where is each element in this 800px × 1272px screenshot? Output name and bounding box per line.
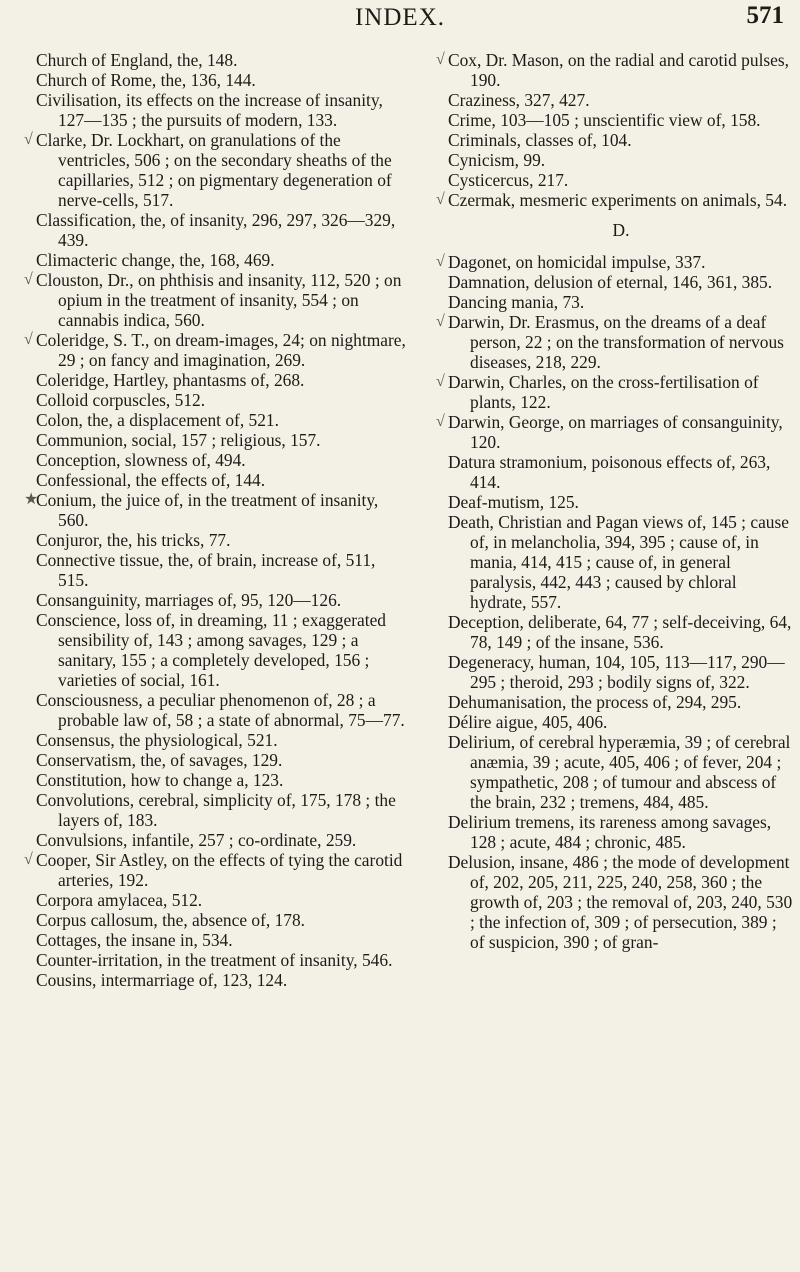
entry-heading: Corpus callosum, — [36, 910, 158, 930]
index-entry — [448, 852, 794, 952]
entry-text: marriages of, 95, 120—126. — [145, 590, 342, 610]
left-column — [24, 50, 410, 990]
entry-heading: Consciousness, — [36, 690, 143, 710]
entry-text: how to change a, 123. — [130, 770, 284, 790]
margin-mark-icon: √ — [24, 851, 33, 868]
index-entry — [448, 110, 794, 130]
entry-heading: Cooper, Sir Astley, — [36, 850, 168, 870]
index-entry — [36, 910, 410, 930]
index-entry — [36, 90, 410, 130]
index-entry — [36, 470, 410, 490]
entry-text: on the dreams of a deaf person, 22 ; on the transformation of nervous diseases, 218, 229. — [470, 312, 784, 372]
index-entry — [36, 390, 410, 410]
index-entry — [448, 492, 794, 512]
entry-heading: Crime, — [448, 110, 496, 130]
entry-text: 99. — [523, 150, 546, 170]
entry-heading: Darwin, Charles, — [448, 372, 567, 392]
entry-heading: Dancing mania, — [448, 292, 559, 312]
entry-heading: Coleridge, S. T., — [36, 330, 150, 350]
entry-heading: Conjuror, — [36, 530, 103, 550]
index-entry — [436, 372, 794, 412]
entry-heading: Delusion, — [448, 852, 516, 872]
entry-text: loss of, in dreaming, 11 ; exaggerated sensibility of, 143 ; among savages, 129 ; a sanitary, 155 ; a completely developed, 156 ; varieties of social, 161. — [58, 610, 386, 690]
entry-heading: Death, — [448, 512, 494, 532]
entry-text: slowness of, 494. — [124, 450, 246, 470]
margin-mark-icon: √ — [436, 373, 445, 390]
entry-text: cerebral, simplicity of, 175, 178 ; the layers of, 183. — [58, 790, 396, 830]
entry-text: 217. — [537, 170, 569, 190]
entry-text: the, of savages, 129. — [140, 750, 283, 770]
index-entry — [36, 730, 410, 750]
index-entry — [448, 512, 794, 612]
entry-heading: Craziness, — [448, 90, 520, 110]
entry-text: delusion of eternal, 146, 361, 385. — [533, 272, 773, 292]
entry-text: the, 136, 144. — [160, 70, 256, 90]
index-entry — [448, 812, 794, 852]
entry-text: insane, 486 ; the mode of development of, 202, 205, 211, 225, 240, 258, 360 ; the growth of, 203 ; the removal of, 203, 240, 530 ; the infection of, 309 ; of persecution, 389 ; of suspicion, 390 ; of gran- — [470, 852, 793, 952]
entry-heading: Délire aigue, — [448, 712, 538, 732]
entry-heading: Clouston, Dr., — [36, 270, 134, 290]
margin-mark-icon: √ — [436, 413, 445, 430]
index-entry — [24, 330, 410, 370]
entry-heading: Czermak, — [448, 190, 516, 210]
entry-heading: Dehumanisation, — [448, 692, 567, 712]
index-entry — [36, 930, 410, 950]
index-entry — [448, 130, 794, 150]
entry-text: its effects on the increase of insanity, 127—135 ; the pursuits of modern, 133. — [58, 90, 383, 130]
entry-heading: Civilisation, — [36, 90, 122, 110]
entry-text: classes of, 104. — [525, 130, 632, 150]
entry-text: on the effects of tying the carotid arteries, 192. — [58, 850, 403, 890]
index-entry — [448, 612, 794, 652]
margin-mark-icon: √ — [436, 313, 445, 330]
page-header — [0, 0, 800, 40]
entry-heading: Datura stramonium, — [448, 452, 588, 472]
index-entry — [436, 50, 794, 90]
entry-text: 512. — [171, 890, 203, 910]
right-column — [436, 50, 794, 952]
margin-mark-icon: √ — [436, 191, 445, 208]
index-entry — [36, 210, 410, 250]
index-entry — [24, 270, 410, 330]
index-entry — [36, 750, 410, 770]
entry-heading: Church of England, — [36, 50, 173, 70]
index-entry — [448, 90, 794, 110]
entry-heading: Colloid corpuscles, — [36, 390, 171, 410]
page-number: 571 — [746, 2, 784, 29]
entry-text: intermarriage of, 123, 124. — [100, 970, 288, 990]
entry-heading: Classification, — [36, 210, 136, 230]
entry-heading: Colon, — [36, 410, 83, 430]
index-entry — [436, 190, 794, 210]
right-column-bottom — [436, 252, 794, 952]
entry-text: the, his tricks, 77. — [106, 530, 231, 550]
entry-heading: Consanguinity, — [36, 590, 141, 610]
entry-text: a peculiar phenomenon of, 28 ; a probable law of, 58 ; a state of abnormal, 75—77. — [58, 690, 405, 730]
entry-text: the process of, 294, 295. — [570, 692, 742, 712]
entry-heading: Deaf-mutism, — [448, 492, 545, 512]
entry-text: 512. — [174, 390, 206, 410]
index-entry — [36, 770, 410, 790]
entry-text: on homicidal impulse, 337. — [515, 252, 706, 272]
entry-heading: Climacteric change, — [36, 250, 176, 270]
index-entry — [36, 610, 410, 690]
entry-text: human, 104, 105, 113—117, 290—295 ; theroid, 293 ; bodily signs of, 322. — [470, 652, 785, 692]
entry-heading: Convulsions, — [36, 830, 128, 850]
index-entry — [436, 252, 794, 272]
entry-text: 327, 427. — [524, 90, 590, 110]
entry-text: the, a displacement of, 521. — [87, 410, 279, 430]
entry-heading: Communion, — [36, 430, 128, 450]
entry-text: 103—105 ; unscientific view of, 158. — [500, 110, 761, 130]
index-entry — [36, 830, 410, 850]
section-letter: D. — [612, 220, 630, 240]
entry-heading: Degeneracy, — [448, 652, 535, 672]
entry-heading: Convolutions, — [36, 790, 135, 810]
entry-heading: Deception, — [448, 612, 524, 632]
entry-text: the, 148. — [177, 50, 238, 70]
index-entry — [36, 450, 410, 470]
index-entry — [36, 410, 410, 430]
entry-heading: Conservatism, — [36, 750, 136, 770]
index-entry — [448, 692, 794, 712]
entry-text: on granulations of the ventricles, 506 ; on the secondary sheaths of the capillaries, 512 ; on pigmentary degeneration of nerve-cells, 517. — [58, 130, 392, 210]
entry-text: phantasms of, 268. — [173, 370, 305, 390]
index-entry — [36, 550, 410, 590]
entry-text: of cerebral hyperæmia, 39 ; of cerebral anæmia, 39 ; acute, 405, 406 ; of fever, 204 ; sympathetic, 208 ; of tumour and abscess of the brain, 232 ; tremens, 484, 485. — [470, 732, 791, 812]
entry-text: social, 157 ; religious, 157. — [131, 430, 321, 450]
entry-heading: Counter-irritation, — [36, 950, 163, 970]
index-entry — [436, 412, 794, 452]
entry-heading: Constitution, — [36, 770, 127, 790]
index-entry — [36, 50, 410, 70]
entry-text: the juice of, in the treatment of insanity, 560. — [58, 490, 379, 530]
margin-mark-icon: ★ — [24, 491, 39, 508]
index-entry — [36, 530, 410, 550]
entry-heading: Darwin, George, — [448, 412, 565, 432]
margin-mark-icon: √ — [24, 271, 33, 288]
entry-text: poisonous effects of, 263, 414. — [470, 452, 771, 492]
index-entry — [24, 850, 410, 890]
entry-text: 73. — [562, 292, 585, 312]
index-entry — [36, 250, 410, 270]
entry-heading: Conscience, — [36, 610, 121, 630]
entry-heading: Delirium, — [448, 732, 516, 752]
margin-mark-icon: √ — [24, 331, 33, 348]
index-entry — [448, 732, 794, 812]
entry-text: the, of insanity, 296, 297, 326—329, 439. — [58, 210, 396, 250]
entry-text: the insane in, 534. — [105, 930, 233, 950]
index-entry — [36, 970, 410, 990]
entry-heading: Delirium tremens, — [448, 812, 575, 832]
entry-text: mesmeric experiments on animals, 54. — [519, 190, 788, 210]
entry-text: 405, 406. — [542, 712, 608, 732]
entry-text: the physiological, 521. — [119, 730, 278, 750]
page-title: INDEX. — [354, 4, 445, 31]
entry-text: its rareness among savages, 128 ; acute, 484 ; chronic, 485. — [470, 812, 772, 852]
index-entry — [36, 950, 410, 970]
entry-heading: Cynicism, — [448, 150, 520, 170]
index-entry — [24, 490, 410, 530]
entry-text: the effects of, 144. — [135, 470, 266, 490]
entry-heading: Clarke, Dr. Lockhart, — [36, 130, 185, 150]
entry-heading: Corpora amylacea, — [36, 890, 168, 910]
entry-text: Christian and Pagan views of, 145 ; cause of, in melancholia, 394, 395 ; cause of, in mania, 414, 415 ; cause of, in general paralysis, 442, 443 ; caused by chloral hydrate, 557. — [470, 512, 789, 612]
entry-text: deliberate, 64, 77 ; self-deceiving, 64, 78, 149 ; of the insane, 536. — [470, 612, 792, 652]
entry-text: the, 168, 469. — [179, 250, 275, 270]
entry-heading: Cysticercus, — [448, 170, 534, 190]
entry-heading: Cox, Dr. Mason, — [448, 50, 564, 70]
entry-text: 125. — [548, 492, 579, 512]
entry-heading: Criminals, — [448, 130, 521, 150]
entry-heading: Consensus, — [36, 730, 115, 750]
entry-text: infantile, 257 ; co-ordinate, 259. — [131, 830, 357, 850]
entry-text: on phthisis and insanity, 112, 520 ; on opium in the treatment of insanity, 554 ; on cannabis indica, 560. — [58, 270, 402, 330]
index-entry — [36, 890, 410, 910]
index-entry — [36, 790, 410, 830]
entry-heading: Connective tissue, — [36, 550, 164, 570]
entry-text: on the cross-fertilisation of plants, 122. — [470, 372, 759, 412]
margin-mark-icon: √ — [436, 253, 445, 270]
entry-heading: Church of Rome, — [36, 70, 157, 90]
entry-heading: Darwin, Dr. Erasmus, — [448, 312, 600, 332]
index-entry — [448, 292, 794, 312]
index-entry — [448, 170, 794, 190]
entry-heading: Cousins, — [36, 970, 97, 990]
entry-text: on the radial and carotid pulses, 190. — [470, 50, 790, 90]
entry-text: the, absence of, 178. — [162, 910, 306, 930]
index-entry — [448, 272, 794, 292]
index-entry — [36, 70, 410, 90]
margin-mark-icon: √ — [436, 51, 445, 68]
index-entry — [448, 712, 794, 732]
index-entry — [24, 130, 410, 210]
index-entry — [36, 430, 410, 450]
entry-text: on marriages of consanguinity, 120. — [470, 412, 783, 452]
index-entry — [436, 312, 794, 372]
index-entry — [36, 590, 410, 610]
entry-heading: Cottages, — [36, 930, 102, 950]
entry-heading: Confessional, — [36, 470, 132, 490]
index-entry — [36, 370, 410, 390]
entry-text: on dream-images, 24; on nightmare, 29 ; on fancy and imagination, 269. — [58, 330, 406, 370]
index-entry — [36, 690, 410, 730]
entry-heading: Conception, — [36, 450, 121, 470]
index-entry — [448, 652, 794, 692]
entry-heading: Conium, — [36, 490, 97, 510]
entry-text: the, of brain, increase of, 511, 515. — [58, 550, 376, 590]
margin-mark-icon: √ — [24, 131, 33, 148]
index-entry — [448, 452, 794, 492]
entry-text: in the treatment of insanity, 546. — [167, 950, 393, 970]
entry-heading: Damnation, — [448, 272, 530, 292]
right-column-top — [436, 50, 794, 210]
index-entry — [448, 150, 794, 170]
entry-heading: Coleridge, Hartley, — [36, 370, 169, 390]
entry-heading: Dagonet, — [448, 252, 512, 272]
